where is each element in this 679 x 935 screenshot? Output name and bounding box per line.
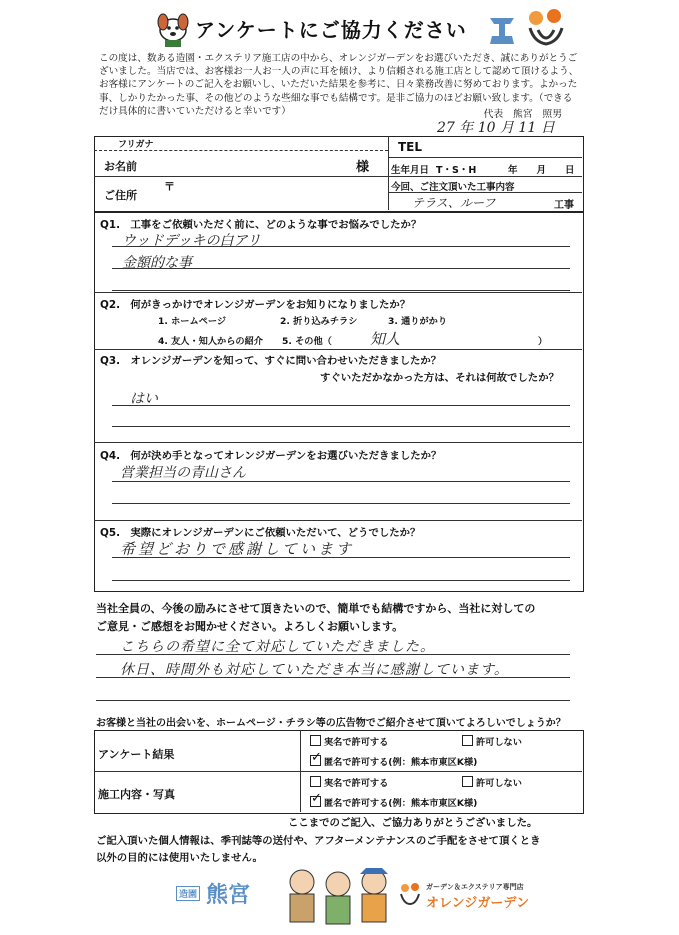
q4-text: Q4. 何が決め手となってオレンジガーデンをお選びいただきましたか？ [100,450,442,462]
q3-answer: はい [130,391,158,407]
survey-real-name-option[interactable]: 実名で許可する [310,734,388,748]
survey-anonymous-option[interactable]: ✓匿名で許可する(例：熊本市東区K様) [310,754,477,768]
orange-garden-logo-text: オレンジガーデン [426,896,530,911]
kumamiya-logo-small: 造園 [176,886,200,901]
construction-deny-checkbox[interactable] [462,776,473,787]
orange-garden-logo-icon [524,6,568,48]
tel-label: TEL [398,140,423,154]
kumamiya-emblem-icon [484,10,520,46]
name-field[interactable] [170,154,350,172]
q5-text: Q5. 実際にオレンジガーデンにご依頼いただいて、どうでしたか？ [100,527,421,539]
construction-deny-option[interactable]: 許可しない [462,775,522,789]
construction-anonymous-checkbox[interactable] [310,796,321,807]
q2-answer: 知人 [370,330,401,348]
q1-text: Q1. 工事をご依頼いただく前に、どのような事でお悩みでしたか？ [100,219,422,231]
address-field[interactable] [180,180,380,206]
thanks-text: ここまでのご記入、ご協力ありがとうございました。 [288,817,538,829]
q1-answer-line1: ウッドデッキの白アリ [122,233,261,249]
intro-text: この度は、数ある造園・エクステリア施工店の中から、オレンジガーデンをお選びいただき、誠にありがとうございました。当店では、お客様お一人お一人の声に耳を傾け、より信頼される施工店として認めて頂けるよう、お客様にアンケートのご記入をお願いし、いただいた結果を参考に、日々業務改善に努めております。よかった事、しかりたかった事、その他どのような些細な事でも結構です。是非ご協力のほどお願い致します。（できるだけ具体的に書いていただけると幸いです） [99,53,579,117]
q3-text-2: すぐいただかなかった方は、それは何故でしたか？ [320,372,559,384]
q4-answer: 営業担当の青山さん [120,465,246,481]
opinion-answer-1: こちらの希望に全て対応していただきました。 [120,639,435,655]
permission-row-label-construction: 施工内容・写真 [98,788,175,801]
opinion-answer-2: 休日、時間外も対応していただき本当に感謝しています。 [120,662,509,678]
survey-anonymous-checkbox[interactable] [310,755,321,766]
tel-field[interactable] [430,138,578,154]
name-label: お名前 [104,160,137,173]
order-suffix: 工事 [554,200,574,211]
privacy-text-2: 以外の目的には使用いたしません。 [96,852,263,864]
opinion-text-2: ご意見・ご感想をお聞かせください。よろしくお願いします。 [96,620,404,633]
birthday-era: T・S・H [436,165,477,176]
kumamiya-logo: 熊宮 [206,882,251,908]
orange-garden-subtitle: ガーデン＆エクステリア専門店 [426,883,524,891]
q2-option-other: 5. その他（ [282,336,332,347]
q5-answer: 希望どおりで感謝しています [120,540,355,558]
construction-real-name-checkbox[interactable] [310,776,321,787]
birthday-units: 年 月 日 [508,165,575,176]
q2-option-flyer: 2. 折り込みチラシ [280,316,358,327]
date-filled: 27 年 10 月 11 日 [437,120,555,136]
q2-option-passing: 3. 通りがかり [388,316,448,327]
permission-question: お客様と当社の出会いを、ホームページ・チラシ等の広告物でご紹介させて頂いてよろしいでしょうか？ [96,718,566,729]
q2-text: Q2. 何がきっかけでオレンジガーデンをお知りになりましたか？ [100,299,411,311]
dog-mascot-icon [153,8,193,48]
order-label: 今回、ご注文頂いた工事内容 [391,182,515,193]
survey-deny-checkbox[interactable] [462,735,473,746]
privacy-text-1: ご記入頂いた個人情報は、季刊誌等の送付や、アフターメンテナンスのご手配をさせて頂くとき [96,835,541,847]
postal-mark: 〒 [164,180,175,193]
permission-row-label-survey: アンケート結果 [98,748,175,761]
opinion-text-1: 当社全員の、今後の励みにさせて頂きたいので、簡単でも結構ですから、当社に対しての [96,602,536,615]
staff-mascots-icon [284,864,394,928]
birthday-label: 生年月日 [391,165,430,176]
survey-title: アンケートにご協力ください [195,18,467,42]
survey-deny-option[interactable]: 許可しない [462,734,522,748]
orange-garden-footer-icon [398,882,422,906]
q2-option-homepage: 1. ホームページ [158,316,227,327]
construction-real-name-option[interactable]: 実名で許可する [310,775,388,789]
q2-close-paren: ） [538,336,548,347]
q3-text: Q3. オレンジガーデンを知って、すぐに問い合わせいただきましたか？ [100,355,442,367]
furigana-label: フリガナ [118,140,154,150]
representative-signature: 代表 熊宮 照男 [483,109,562,120]
address-label: ご住所 [104,189,137,202]
construction-anonymous-option[interactable]: ✓匿名で許可する(例：熊本市東区K様) [310,795,477,809]
q1-answer-line2: 金額的な事 [122,255,192,271]
q2-option-referral: 4. 友人・知人からの紹介 [158,336,263,347]
order-value: テラス、ルーフ [412,196,496,210]
survey-real-name-checkbox[interactable] [310,735,321,746]
name-suffix: 様 [356,160,370,175]
